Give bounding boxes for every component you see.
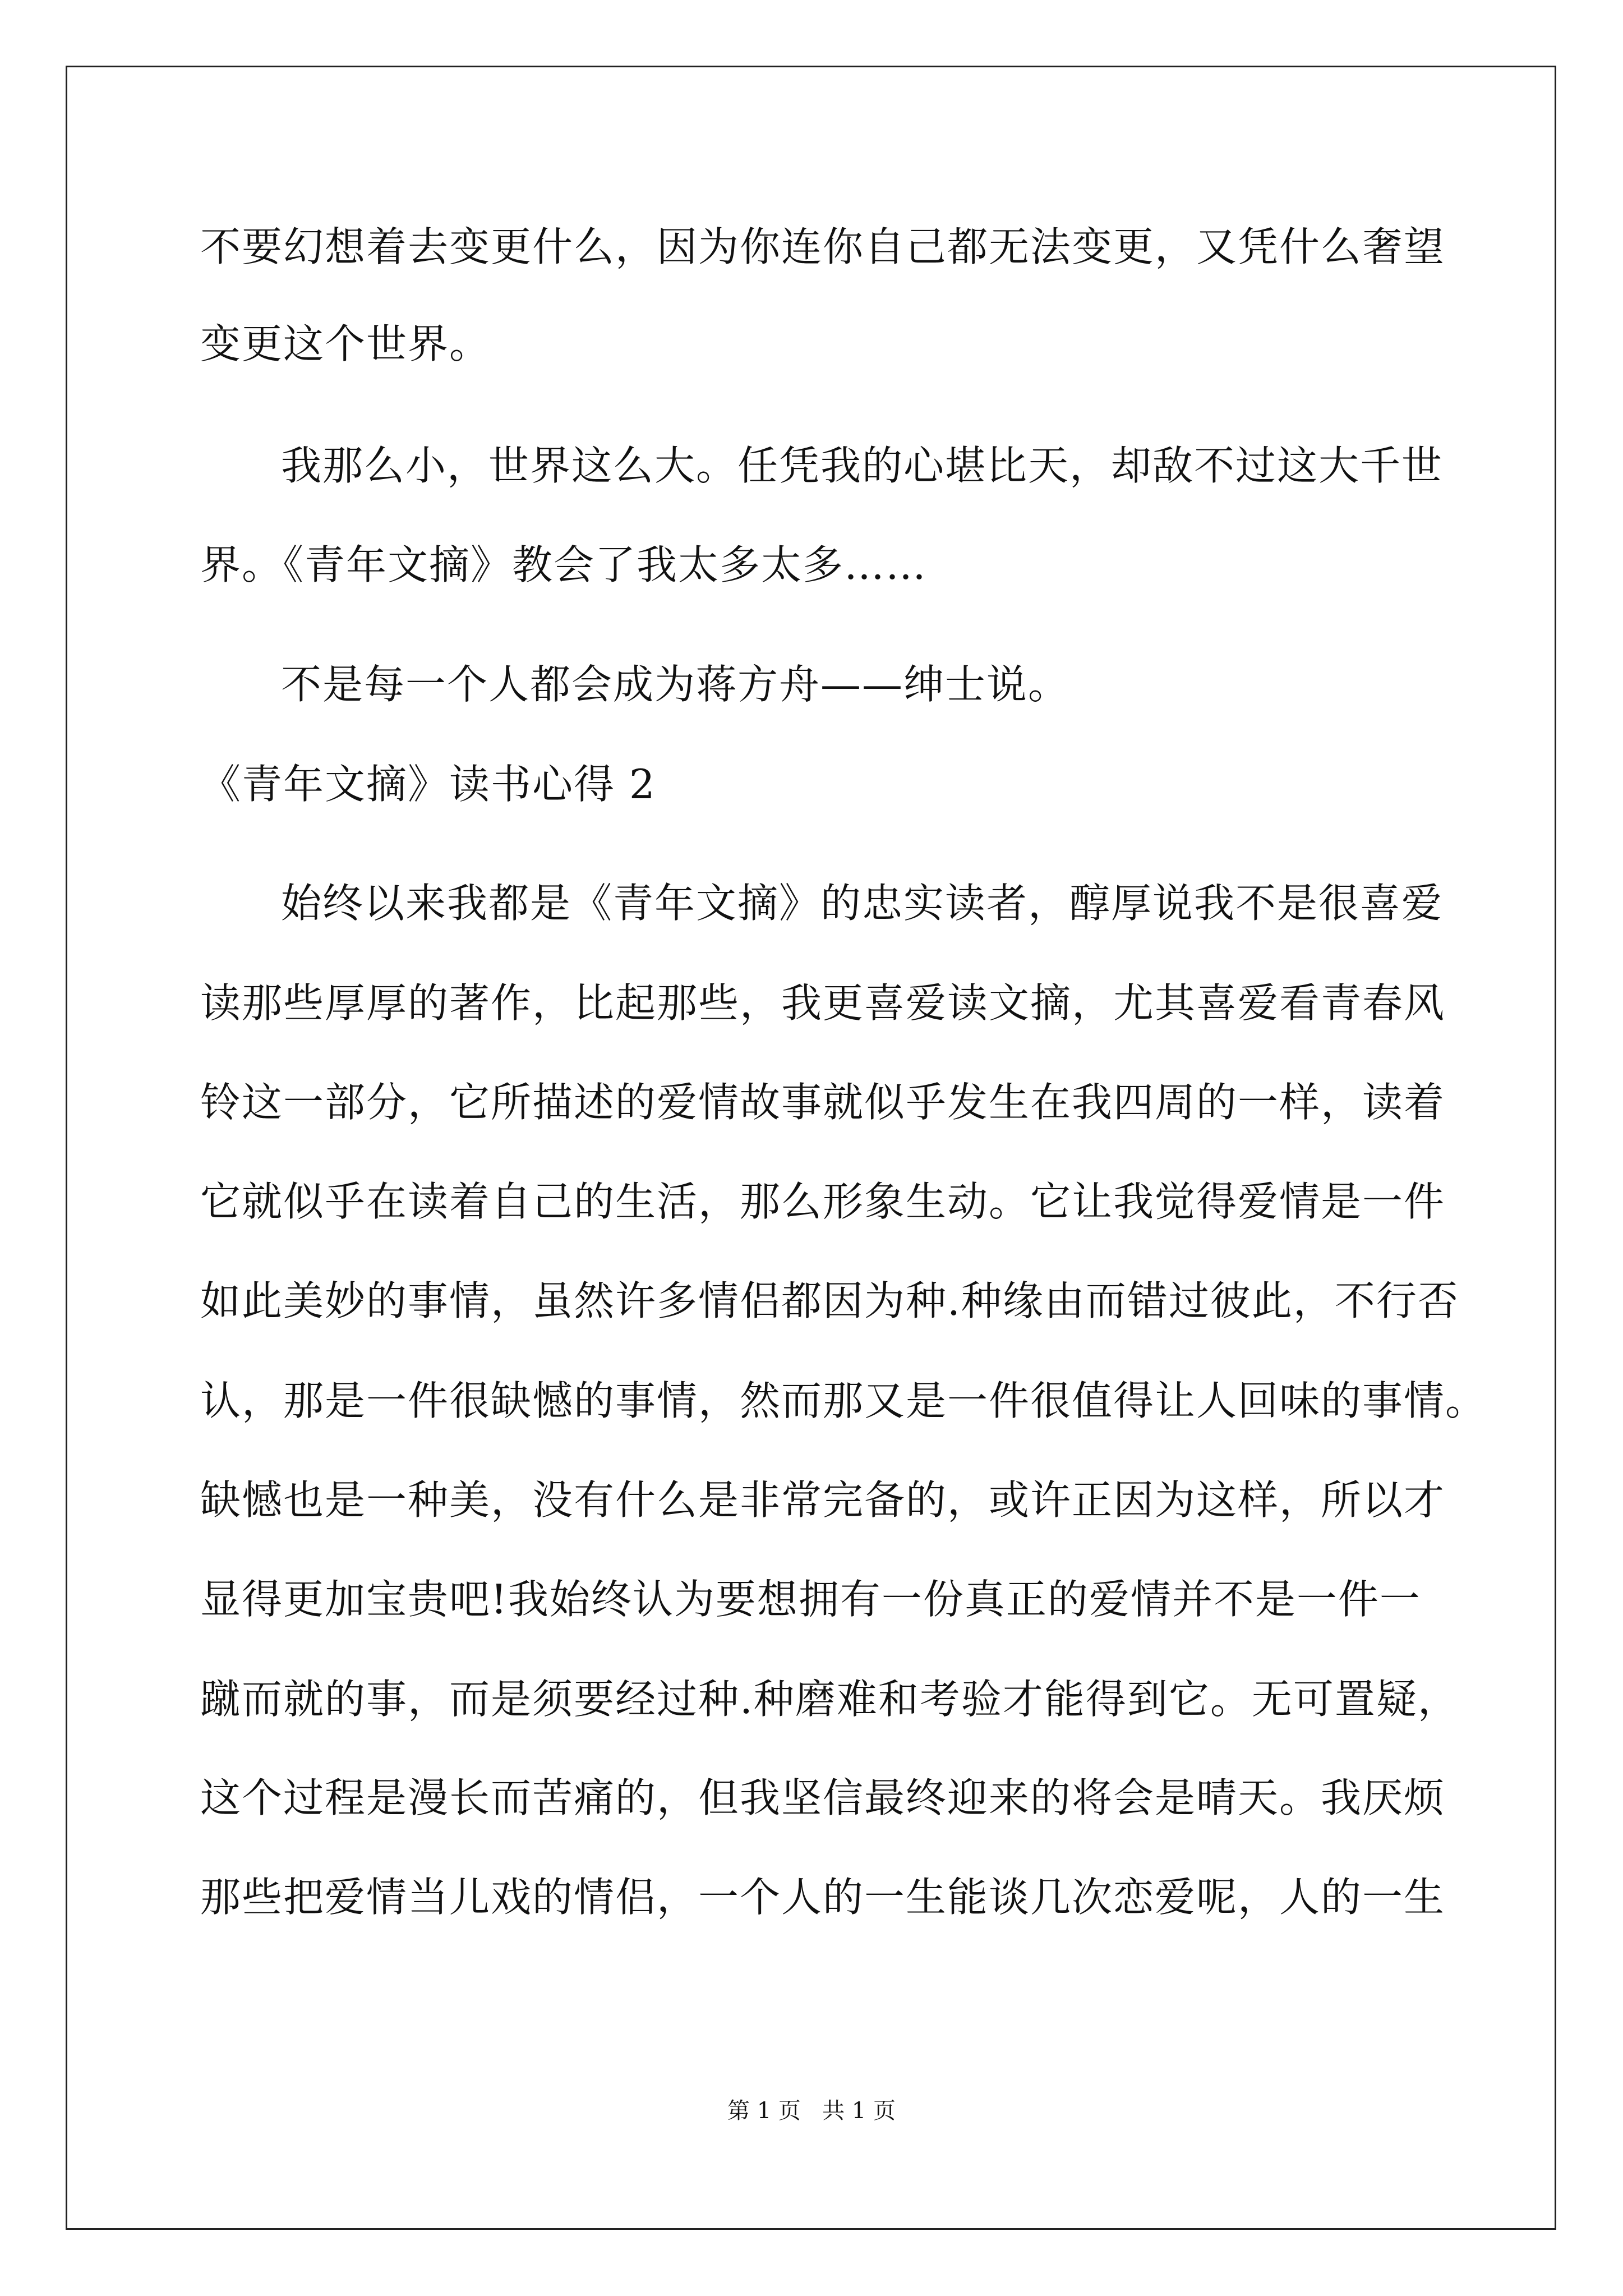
section-heading: 《青年文摘》读书心得 2 bbox=[200, 761, 656, 808]
text-line: 读那些厚厚的著作，比起那些，我更喜爱读文摘，尤其喜爱看青春风 bbox=[200, 979, 1446, 1027]
text-line: 始终以来我都是《青年文摘》的忠实读者，醇厚说我不是很喜爱 bbox=[281, 880, 1444, 927]
text-line: 不要幻想着去变更什么，因为你连你自己都无法变更，又凭什么奢望 bbox=[200, 223, 1446, 270]
text-line: 界。《青年文摘》教会了我太多太多…… bbox=[200, 541, 928, 588]
text-line: 显得更加宝贵吧!我始终认为要想拥有一份真正的爱情并不是一件一 bbox=[200, 1576, 1421, 1623]
page-number-footer: 第 1 页 共 1 页 bbox=[727, 2098, 896, 2124]
text-line: 变更这个世界。 bbox=[200, 320, 491, 367]
text-line: 认，那是一件很缺憾的事情，然而那又是一件很值得让人回味的事情。 bbox=[200, 1377, 1487, 1424]
text-line: 这个过程是漫长而苦痛的，但我坚信最终迎来的将会是晴天。我厌烦 bbox=[200, 1774, 1446, 1821]
text-line: 铃这一部分，它所描述的爱情故事就似乎发生在我四周的一样，读着 bbox=[200, 1079, 1446, 1126]
text-line: 不是每一个人都会成为蒋方舟——绅士说。 bbox=[281, 661, 1070, 708]
text-line: 它就似乎在读着自己的生活，那么形象生动。它让我觉得爱情是一件 bbox=[200, 1178, 1446, 1225]
text-line: 蹴而就的事，而是须要经过种.种磨难和考验才能得到它。无可置疑， bbox=[200, 1676, 1459, 1723]
text-line: 如此美妙的事情，虽然许多情侣都因为种.种缘由而错过彼此，不行否 bbox=[200, 1277, 1459, 1324]
text-line: 我那么小，世界这么大。任凭我的心堪比天，却敌不过这大千世 bbox=[281, 442, 1444, 489]
text-line: 那些把爱情当儿戏的情侣，一个人的一生能谈几次恋爱呢，人的一生 bbox=[200, 1874, 1446, 1921]
text-line: 缺憾也是一种美，没有什么是非常完备的，或许正因为这样，所以才 bbox=[200, 1476, 1446, 1524]
